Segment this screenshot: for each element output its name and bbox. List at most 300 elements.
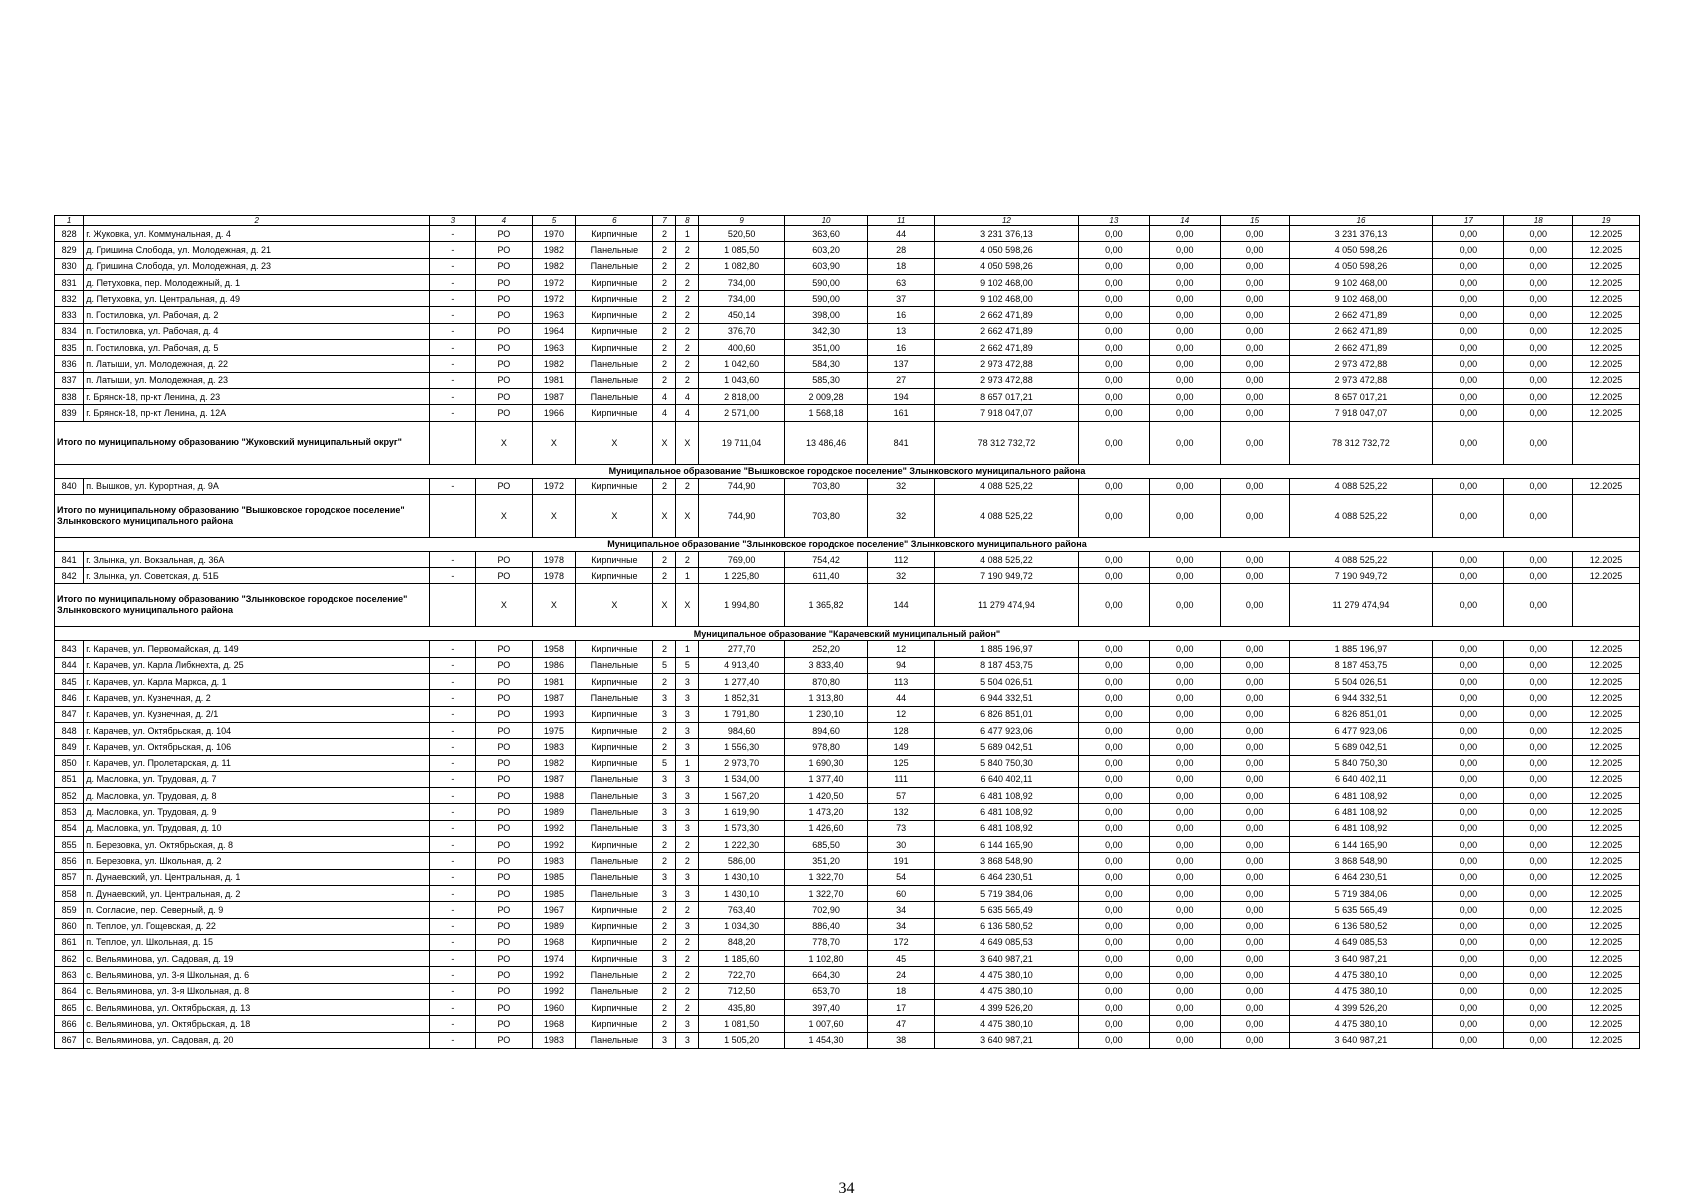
table-cell: 3	[676, 706, 699, 722]
table-cell: 834	[55, 323, 84, 339]
table-cell: 3	[653, 706, 676, 722]
table-cell: 6 464 230,51	[935, 869, 1079, 885]
table-cell: п. Латыши, ул. Молодежная, д. 22	[84, 356, 430, 372]
table-cell: 0,00	[1149, 657, 1220, 673]
table-cell: 7 918 047,07	[935, 405, 1079, 421]
page-number: 34	[838, 1180, 855, 1197]
table-row	[55, 291, 1640, 307]
table-cell: 149	[868, 739, 935, 755]
table-cell: 45	[868, 951, 935, 967]
table-cell: Панельные	[576, 388, 653, 404]
table-cell: 4 088 525,22	[935, 478, 1079, 494]
table-cell: 12.2025	[1573, 1016, 1640, 1032]
table-cell: 277,70	[699, 641, 785, 657]
table-row	[55, 405, 1640, 421]
table-cell: 0,00	[1220, 388, 1289, 404]
table-cell: 5 504 026,51	[935, 674, 1079, 690]
table-cell: Панельные	[576, 372, 653, 388]
table-cell: 12.2025	[1573, 551, 1640, 567]
table-cell: Кирпичные	[576, 340, 653, 356]
table-cell: 1968	[532, 1016, 576, 1032]
table-cell: 1974	[532, 951, 576, 967]
table-cell: 0,00	[1149, 258, 1220, 274]
table-cell: 0,00	[1504, 641, 1573, 657]
table-cell: 2	[676, 837, 699, 853]
table-cell: 2	[653, 372, 676, 388]
table-cell: 1982	[532, 755, 576, 771]
table-cell: 0,00	[1078, 983, 1149, 999]
table-cell: 2	[676, 999, 699, 1015]
table-cell: Панельные	[576, 771, 653, 787]
table-cell: п. Согласие, пер. Северный, д. 9	[84, 902, 430, 918]
table-cell: 2	[653, 478, 676, 494]
total-cell: 0,00	[1504, 494, 1573, 537]
table-cell: 851	[55, 771, 84, 787]
table-cell: 5 719 384,06	[1289, 885, 1433, 901]
table-cell: 1 222,30	[699, 837, 785, 853]
table-cell: 867	[55, 1032, 84, 1048]
total-cell	[430, 584, 476, 627]
table-cell: 0,00	[1433, 918, 1504, 934]
table-cell: -	[430, 755, 476, 771]
table-cell: 2	[653, 934, 676, 950]
table-cell: 2	[676, 323, 699, 339]
table-cell: 24	[868, 967, 935, 983]
table-cell: 849	[55, 739, 84, 755]
total-cell: 78 312 732,72	[935, 421, 1079, 464]
table-cell: 0,00	[1504, 274, 1573, 290]
table-cell: 3 640 987,21	[935, 1032, 1079, 1048]
table-cell: 0,00	[1078, 771, 1149, 787]
table-cell: -	[430, 1032, 476, 1048]
table-row	[55, 902, 1640, 918]
table-cell: 0,00	[1433, 788, 1504, 804]
table-cell: 3 640 987,21	[1289, 951, 1433, 967]
table-cell: 0,00	[1433, 478, 1504, 494]
table-cell: 2	[653, 340, 676, 356]
table-cell: 611,40	[784, 568, 867, 584]
table-cell: 3	[653, 820, 676, 836]
table-cell: 0,00	[1078, 657, 1149, 673]
table-cell: 12.2025	[1573, 258, 1640, 274]
table-cell: 1972	[532, 291, 576, 307]
table-cell: 2	[676, 967, 699, 983]
column-number: 1	[55, 216, 84, 226]
table-cell: Кирпичные	[576, 641, 653, 657]
table-cell: 864	[55, 983, 84, 999]
total-cell: 744,90	[699, 494, 785, 537]
table-cell: 1989	[532, 804, 576, 820]
table-cell: -	[430, 771, 476, 787]
table-cell: 0,00	[1078, 478, 1149, 494]
table-cell: 846	[55, 690, 84, 706]
total-cell: Х	[532, 421, 576, 464]
table-cell: 0,00	[1220, 869, 1289, 885]
table-cell: 837	[55, 372, 84, 388]
table-cell: РО	[476, 771, 532, 787]
table-cell: 586,00	[699, 853, 785, 869]
table-cell: 0,00	[1433, 853, 1504, 869]
table-cell: 342,30	[784, 323, 867, 339]
table-cell: 0,00	[1504, 356, 1573, 372]
table-cell: РО	[476, 983, 532, 999]
table-cell: 0,00	[1149, 551, 1220, 567]
table-cell: 6 464 230,51	[1289, 869, 1433, 885]
table-cell: 0,00	[1149, 869, 1220, 885]
table-cell: д. Петуховка, ул. Центральная, д. 49	[84, 291, 430, 307]
table-cell: 836	[55, 356, 84, 372]
table-cell: 0,00	[1504, 551, 1573, 567]
total-cell: 0,00	[1149, 421, 1220, 464]
table-cell: 843	[55, 641, 84, 657]
table-cell: Кирпичные	[576, 918, 653, 934]
table-cell: 0,00	[1433, 307, 1504, 323]
table-row	[55, 918, 1640, 934]
table-cell: 12.2025	[1573, 478, 1640, 494]
table-cell: -	[430, 274, 476, 290]
table-cell: 132	[868, 804, 935, 820]
table-cell: 0,00	[1078, 274, 1149, 290]
table-cell: 0,00	[1504, 690, 1573, 706]
table-cell: 744,90	[699, 478, 785, 494]
table-cell: 0,00	[1220, 853, 1289, 869]
table-cell: 4 475 380,10	[1289, 983, 1433, 999]
table-cell: 2	[653, 323, 676, 339]
table-cell: 376,70	[699, 323, 785, 339]
table-cell: -	[430, 853, 476, 869]
table-cell: 0,00	[1149, 983, 1220, 999]
table-cell: 12.2025	[1573, 690, 1640, 706]
table-cell: 6 640 402,11	[1289, 771, 1433, 787]
table-cell: 12.2025	[1573, 999, 1640, 1015]
table-cell: 0,00	[1220, 755, 1289, 771]
table-cell: 861	[55, 934, 84, 950]
table-cell: -	[430, 307, 476, 323]
total-row	[55, 421, 1640, 464]
total-cell: Х	[476, 421, 532, 464]
table-cell: 0,00	[1504, 999, 1573, 1015]
table-cell: 0,00	[1149, 788, 1220, 804]
table-row	[55, 657, 1640, 673]
table-cell: 0,00	[1504, 885, 1573, 901]
table-cell: 2 973 472,88	[1289, 372, 1433, 388]
table-cell: 1982	[532, 356, 576, 372]
table-cell: 2 818,00	[699, 388, 785, 404]
table-cell: 0,00	[1433, 388, 1504, 404]
table-cell: 7 190 949,72	[1289, 568, 1433, 584]
table-cell: РО	[476, 307, 532, 323]
table-cell: 0,00	[1433, 291, 1504, 307]
table-cell: 0,00	[1149, 226, 1220, 242]
table-cell: 0,00	[1220, 291, 1289, 307]
table-cell: 855	[55, 837, 84, 853]
table-cell: РО	[476, 739, 532, 755]
total-cell: Х	[676, 421, 699, 464]
table-cell: 0,00	[1504, 657, 1573, 673]
table-cell: 0,00	[1433, 242, 1504, 258]
table-cell: 12.2025	[1573, 983, 1640, 999]
table-cell: 4	[676, 405, 699, 421]
column-number: 4	[476, 216, 532, 226]
table-cell: 0,00	[1433, 771, 1504, 787]
table-cell: 0,00	[1149, 307, 1220, 323]
column-number: 16	[1289, 216, 1433, 226]
table-cell: 0,00	[1504, 804, 1573, 820]
table-cell: РО	[476, 568, 532, 584]
table-row	[55, 478, 1640, 494]
table-cell: 1981	[532, 372, 576, 388]
table-cell: 2	[676, 242, 699, 258]
table-cell: 1992	[532, 820, 576, 836]
table-cell: 0,00	[1504, 1032, 1573, 1048]
table-cell: 1 690,30	[784, 755, 867, 771]
total-cell: 0,00	[1433, 421, 1504, 464]
table-cell: 1 619,90	[699, 804, 785, 820]
table-cell: РО	[476, 722, 532, 738]
table-cell: г. Карачев, ул. Карла Либкнехта, д. 25	[84, 657, 430, 673]
table-cell: -	[430, 551, 476, 567]
table-cell: 984,60	[699, 722, 785, 738]
table-cell: 111	[868, 771, 935, 787]
table-cell: 0,00	[1078, 755, 1149, 771]
total-cell	[430, 421, 476, 464]
table-cell: 3	[653, 690, 676, 706]
table-cell: 12.2025	[1573, 885, 1640, 901]
table-cell: 137	[868, 356, 935, 372]
table-cell: 0,00	[1433, 706, 1504, 722]
table-cell: -	[430, 967, 476, 983]
column-number: 17	[1433, 216, 1504, 226]
total-cell: 0,00	[1504, 584, 1573, 627]
column-number: 6	[576, 216, 653, 226]
table-cell: 0,00	[1149, 967, 1220, 983]
table-cell: 833	[55, 307, 84, 323]
table-cell: 853	[55, 804, 84, 820]
column-number: 3	[430, 216, 476, 226]
table-cell: 4	[653, 388, 676, 404]
table-cell: 763,40	[699, 902, 785, 918]
table-cell: РО	[476, 291, 532, 307]
table-cell: РО	[476, 1016, 532, 1032]
table-cell: Панельные	[576, 983, 653, 999]
table-cell: РО	[476, 804, 532, 820]
table-cell: 0,00	[1504, 739, 1573, 755]
total-cell	[1573, 421, 1640, 464]
table-cell: 6 481 108,92	[1289, 804, 1433, 820]
table-cell: 1 185,60	[699, 951, 785, 967]
table-cell: 1 420,50	[784, 788, 867, 804]
table-cell: 0,00	[1433, 999, 1504, 1015]
table-cell: 1981	[532, 674, 576, 690]
table-cell: 0,00	[1504, 788, 1573, 804]
table-cell: 2	[653, 242, 676, 258]
table-row	[55, 372, 1640, 388]
table-cell: с. Вельяминова, ул. Октябрьская, д. 18	[84, 1016, 430, 1032]
table-cell: 3 640 987,21	[1289, 1032, 1433, 1048]
total-cell: 11 279 474,94	[935, 584, 1079, 627]
table-cell: 0,00	[1149, 356, 1220, 372]
table-cell: -	[430, 934, 476, 950]
total-cell: 0,00	[1078, 584, 1149, 627]
column-number: 13	[1078, 216, 1149, 226]
table-cell: -	[430, 722, 476, 738]
table-cell: -	[430, 1016, 476, 1032]
table-cell: 0,00	[1220, 918, 1289, 934]
table-cell: Панельные	[576, 690, 653, 706]
table-cell: 398,00	[784, 307, 867, 323]
table-cell: 351,00	[784, 340, 867, 356]
table-cell: 0,00	[1078, 568, 1149, 584]
table-cell: 0,00	[1220, 405, 1289, 421]
table-row	[55, 226, 1640, 242]
table-cell: -	[430, 820, 476, 836]
table-cell: 34	[868, 902, 935, 918]
table-cell: 0,00	[1078, 739, 1149, 755]
table-cell: 12.2025	[1573, 706, 1640, 722]
table-cell: 32	[868, 568, 935, 584]
table-cell: 0,00	[1078, 372, 1149, 388]
table-cell: 2	[676, 934, 699, 950]
table-cell: 0,00	[1149, 291, 1220, 307]
table-cell: 363,60	[784, 226, 867, 242]
table-cell: -	[430, 657, 476, 673]
table-cell: 12.2025	[1573, 869, 1640, 885]
table-cell: 194	[868, 388, 935, 404]
table-cell: 12.2025	[1573, 771, 1640, 787]
table-cell: 6 144 165,90	[935, 837, 1079, 853]
table-cell: РО	[476, 340, 532, 356]
table-cell: -	[430, 788, 476, 804]
table-cell: 865	[55, 999, 84, 1015]
table-cell: 585,30	[784, 372, 867, 388]
table-cell: 1988	[532, 788, 576, 804]
table-cell: 0,00	[1433, 837, 1504, 853]
table-cell: 3	[653, 771, 676, 787]
table-cell: 0,00	[1078, 788, 1149, 804]
table-cell: 1958	[532, 641, 576, 657]
table-cell: 831	[55, 274, 84, 290]
table-cell: 0,00	[1220, 1016, 1289, 1032]
table-cell: 0,00	[1149, 771, 1220, 787]
column-number: 5	[532, 216, 576, 226]
table-cell: 0,00	[1220, 641, 1289, 657]
table-cell: Кирпичные	[576, 902, 653, 918]
table-cell: 6 481 108,92	[935, 820, 1079, 836]
table-cell: 1975	[532, 722, 576, 738]
table-cell: д. Гришина Слобода, ул. Молодежная, д. 23	[84, 258, 430, 274]
table-cell: 0,00	[1433, 755, 1504, 771]
table-cell: 6 477 923,06	[935, 722, 1079, 738]
data-table	[54, 215, 1640, 1049]
table-cell: 0,00	[1078, 405, 1149, 421]
table-cell: 2	[653, 291, 676, 307]
table-cell: 0,00	[1433, 804, 1504, 820]
table-cell: 0,00	[1220, 820, 1289, 836]
table-cell: 1 043,60	[699, 372, 785, 388]
table-cell: 0,00	[1220, 885, 1289, 901]
total-cell: Х	[576, 421, 653, 464]
table-cell: 1 322,70	[784, 885, 867, 901]
column-number: 9	[699, 216, 785, 226]
table-cell: 9 102 468,00	[935, 291, 1079, 307]
table-cell: 1970	[532, 226, 576, 242]
table-cell: 0,00	[1504, 307, 1573, 323]
table-cell: 0,00	[1149, 951, 1220, 967]
table-cell: 28	[868, 242, 935, 258]
table-cell: 0,00	[1433, 340, 1504, 356]
table-cell: 1972	[532, 478, 576, 494]
table-cell: 0,00	[1078, 885, 1149, 901]
table-cell: РО	[476, 1032, 532, 1048]
table-cell: 1964	[532, 323, 576, 339]
table-cell: 435,80	[699, 999, 785, 1015]
table-cell: 1987	[532, 771, 576, 787]
total-cell: 4 088 525,22	[1289, 494, 1433, 537]
table-cell: 845	[55, 674, 84, 690]
total-cell	[1573, 494, 1640, 537]
table-cell: 5 689 042,51	[1289, 739, 1433, 755]
total-cell: 32	[868, 494, 935, 537]
table-cell: 47	[868, 1016, 935, 1032]
table-cell: 830	[55, 258, 84, 274]
total-cell: 19 711,04	[699, 421, 785, 464]
table-cell: РО	[476, 242, 532, 258]
total-cell: Х	[676, 494, 699, 537]
table-cell: -	[430, 478, 476, 494]
table-cell: 0,00	[1504, 967, 1573, 983]
table-cell: 712,50	[699, 983, 785, 999]
table-cell: 0,00	[1504, 837, 1573, 853]
table-cell: 4 649 085,53	[935, 934, 1079, 950]
table-cell: 0,00	[1504, 706, 1573, 722]
table-cell: 63	[868, 274, 935, 290]
table-cell: 0,00	[1433, 869, 1504, 885]
table-cell: 0,00	[1149, 568, 1220, 584]
table-cell: РО	[476, 869, 532, 885]
table-cell: 2	[653, 274, 676, 290]
table-cell: 1 007,60	[784, 1016, 867, 1032]
table-cell: 863	[55, 967, 84, 983]
table-cell: 3	[676, 804, 699, 820]
table-cell: 0,00	[1220, 934, 1289, 950]
table-cell: 0,00	[1433, 934, 1504, 950]
table-cell: 1992	[532, 837, 576, 853]
table-cell: 1 454,30	[784, 1032, 867, 1048]
total-cell: 4 088 525,22	[935, 494, 1079, 537]
section-header-row	[55, 627, 1640, 641]
table-row	[55, 967, 1640, 983]
total-cell: 703,80	[784, 494, 867, 537]
table-cell: 734,00	[699, 274, 785, 290]
table-cell: Панельные	[576, 853, 653, 869]
table-cell: -	[430, 291, 476, 307]
table-cell: 1	[676, 755, 699, 771]
table-cell: 3	[653, 885, 676, 901]
table-cell: 0,00	[1504, 323, 1573, 339]
table-cell: п. Березовка, ул. Октябрьская, д. 8	[84, 837, 430, 853]
table-cell: 1963	[532, 307, 576, 323]
table-cell: Кирпичные	[576, 999, 653, 1015]
table-cell: 2 973,70	[699, 755, 785, 771]
table-cell: 3 231 376,13	[1289, 226, 1433, 242]
table-cell: 0,00	[1078, 307, 1149, 323]
table-cell: 0,00	[1433, 690, 1504, 706]
table-cell: 3	[676, 869, 699, 885]
total-cell: Х	[576, 584, 653, 627]
table-cell: 702,90	[784, 902, 867, 918]
table-body	[55, 216, 1640, 1049]
table-cell: 0,00	[1078, 641, 1149, 657]
